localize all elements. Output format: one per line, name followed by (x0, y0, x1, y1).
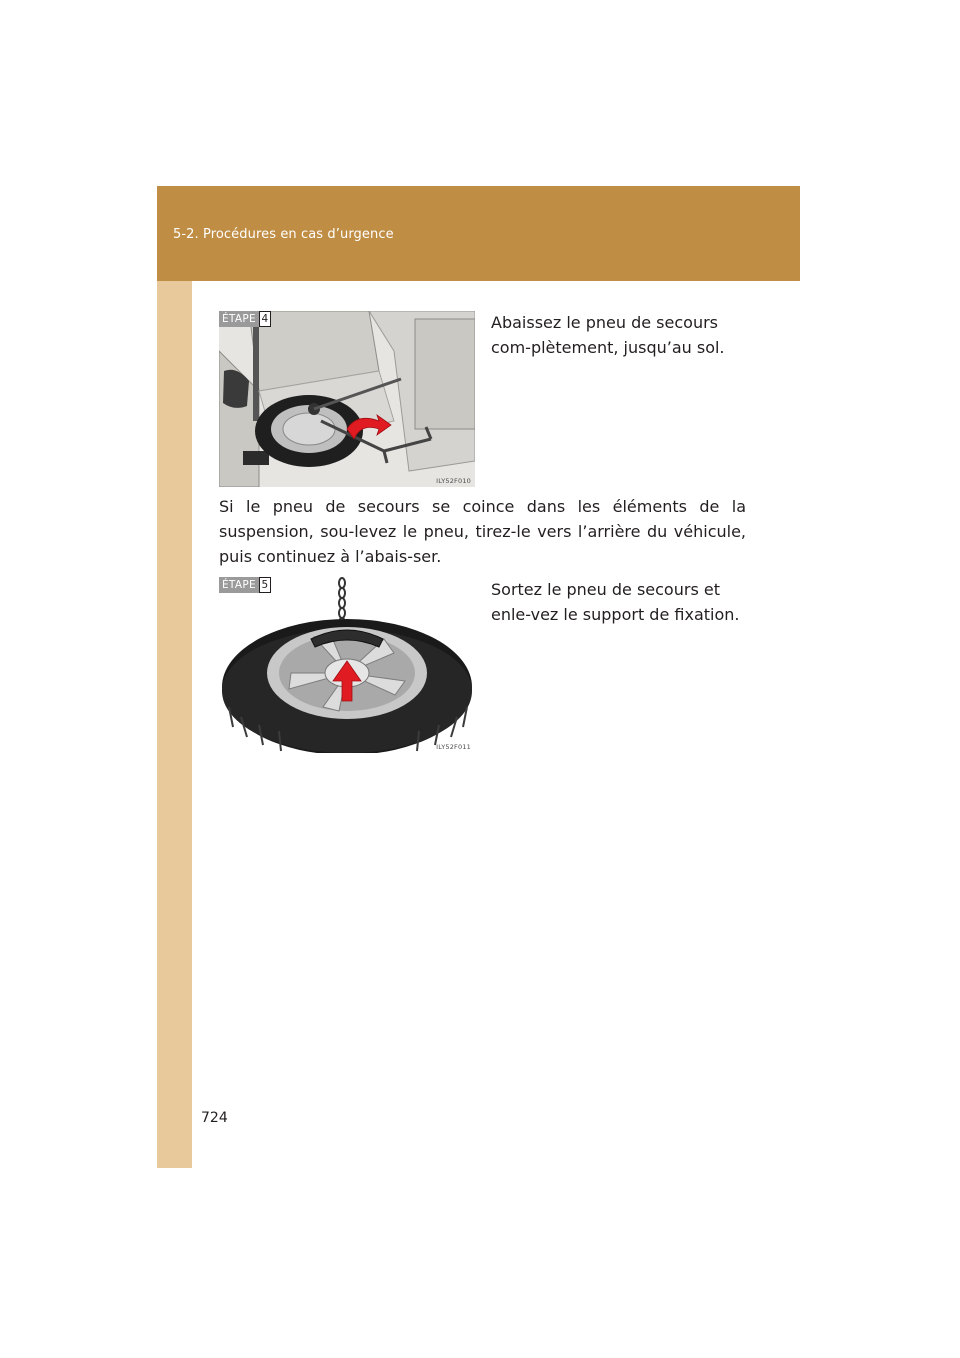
step-label: ÉTAPE (219, 311, 259, 327)
spare-tire-removal-drawing (219, 577, 475, 753)
step-number: 4 (259, 311, 271, 327)
step-4-instruction: Abaissez le pneu de secours com-plètement, jusqu’au sol. (491, 313, 725, 357)
spare-tire-lowering-drawing (219, 311, 475, 487)
side-strip (157, 186, 192, 1168)
page-number: 724 (201, 1110, 228, 1126)
section-header: 5-2. Procédures en cas d’urgence (173, 227, 394, 242)
figure-code: ILY52F010 (436, 477, 471, 485)
step-4-badge (219, 311, 271, 327)
step-5-illustration (219, 577, 475, 753)
step-5-instruction: Sortez le pneu de secours et enle-vez le support de fixation. (491, 580, 740, 624)
figure-code: ILY52F011 (436, 743, 471, 751)
suspension-note: Si le pneu de secours se coince dans les éléments de la suspension, sou-levez le pneu, tirez-le vers l’arrière du véhicule, puis continuez à l’abais-ser. (219, 497, 746, 566)
step-4-illustration (219, 311, 475, 487)
step-label: ÉTAPE (219, 577, 259, 593)
step-number: 5 (259, 577, 271, 593)
step-5-badge (219, 577, 271, 593)
